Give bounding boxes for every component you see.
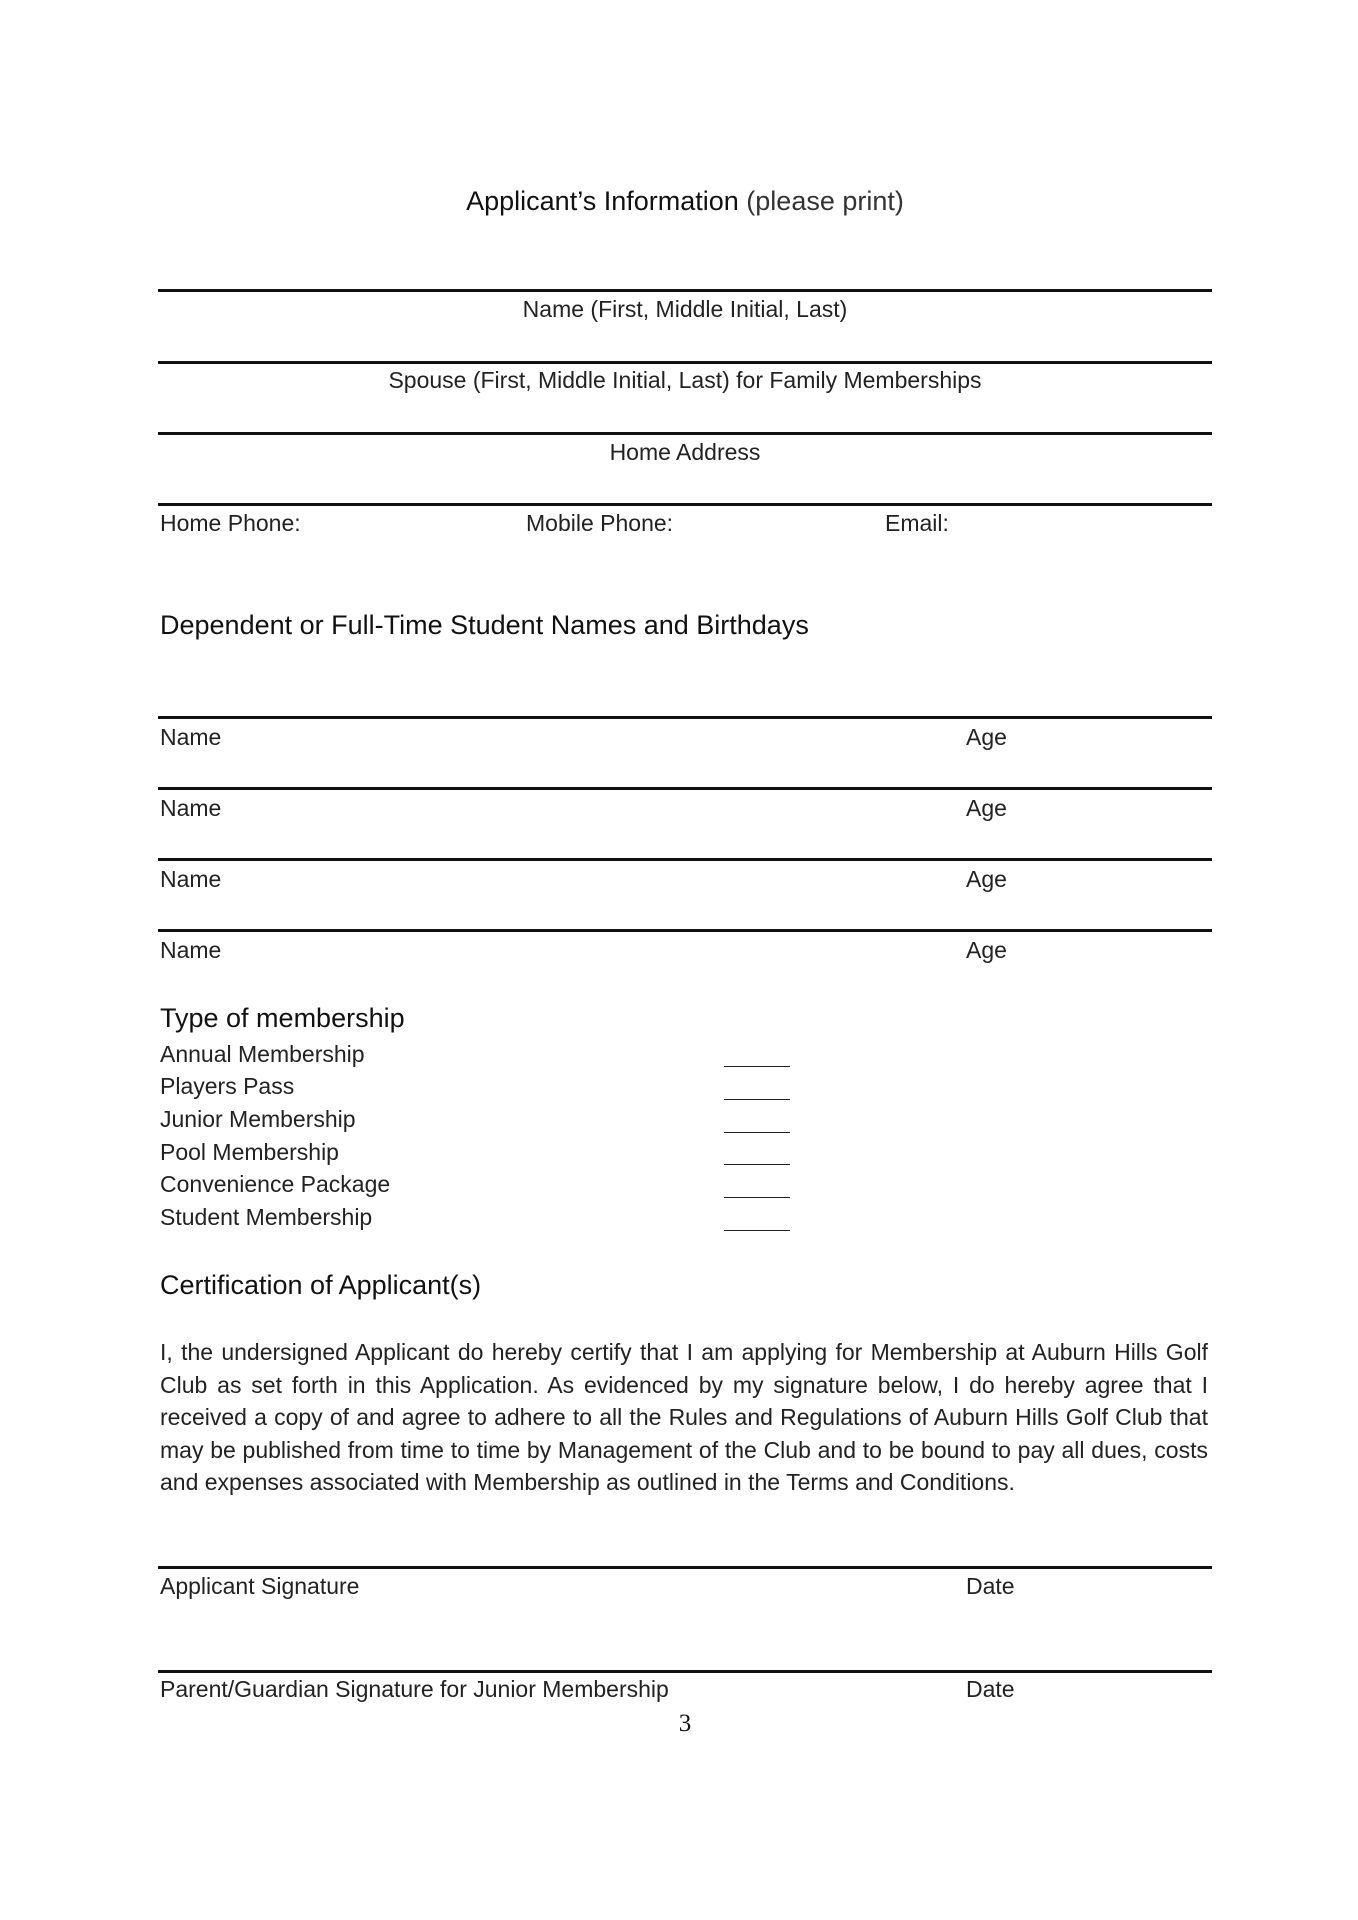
guardian-date-label: Date: [966, 1676, 1015, 1702]
dependent-line-2[interactable]: [158, 787, 1212, 790]
membership-blank-pool[interactable]: [724, 1164, 790, 1165]
dependent-age-label: Age: [966, 724, 1007, 750]
guardian-signature-line[interactable]: [158, 1670, 1212, 1673]
mobile-phone-label: Mobile Phone:: [526, 510, 674, 536]
contact-line[interactable]: [158, 503, 1212, 506]
dependent-name-label: Name: [160, 866, 222, 892]
certification-text: I, the undersigned Applicant do hereby certify that I am applying for Membership at Auburn Hills Golf Club as set forth in this Application. As evidenced by my signature below, I do hereby agree that I received a copy of and agree to adhere to all the Rules and Regulations of Auburn Hills Golf Club that may be published from time to time by Management of the Club and to be bound to pay all dues, costs and expenses associated with Membership as outlined in the Terms and Conditions.: [160, 1339, 1208, 1496]
spouse-label: Spouse (First, Middle Initial, Last) for Family Memberships: [388, 367, 982, 393]
applicant-signature-label: Applicant Signature: [160, 1573, 360, 1599]
dependent-name-label: Name: [160, 937, 222, 963]
membership-blank-junior[interactable]: [724, 1132, 790, 1133]
email-label: Email:: [885, 510, 949, 536]
dependent-age-label: Age: [966, 866, 1007, 892]
dependent-line-4[interactable]: [158, 929, 1212, 932]
guardian-signature-label: Parent/Guardian Signature for Junior Membership: [160, 1676, 669, 1702]
membership-blank-student[interactable]: [724, 1230, 790, 1231]
applicant-date-label: Date: [966, 1573, 1015, 1599]
title-subtitle: (please print): [746, 186, 904, 216]
dependent-line-3[interactable]: [158, 858, 1212, 861]
address-line[interactable]: [158, 432, 1212, 435]
dependent-name-label: Name: [160, 795, 222, 821]
membership-option-players-pass: Players Pass: [160, 1073, 295, 1099]
dependent-age-label: Age: [966, 795, 1007, 821]
membership-option-student: Student Membership: [160, 1204, 373, 1230]
dependent-line-1[interactable]: [158, 716, 1212, 719]
address-label: Home Address: [609, 439, 761, 465]
title-text: Applicant’s Information: [466, 186, 739, 216]
dependents-heading: Dependent or Full-Time Student Names and Birthdays: [160, 610, 809, 640]
name-label: Name (First, Middle Initial, Last): [522, 296, 848, 322]
membership-blank-convenience[interactable]: [724, 1197, 790, 1198]
membership-option-junior: Junior Membership: [160, 1106, 356, 1132]
membership-option-annual: Annual Membership: [160, 1041, 365, 1067]
home-phone-label: Home Phone:: [160, 510, 301, 536]
page-title: [158, 186, 1212, 217]
membership-heading: Type of membership: [160, 1003, 405, 1033]
page-number: 3: [678, 1710, 692, 1737]
membership-option-convenience: Convenience Package: [160, 1171, 391, 1197]
spouse-line[interactable]: [158, 361, 1212, 364]
dependent-name-label: Name: [160, 724, 222, 750]
certification-heading: Certification of Applicant(s): [160, 1270, 482, 1300]
membership-option-pool: Pool Membership: [160, 1139, 339, 1165]
membership-blank-players-pass[interactable]: [724, 1099, 790, 1100]
dependent-age-label: Age: [966, 937, 1007, 963]
applicant-signature-line[interactable]: [158, 1566, 1212, 1569]
membership-blank-annual[interactable]: [724, 1066, 790, 1067]
name-line[interactable]: [158, 289, 1212, 292]
